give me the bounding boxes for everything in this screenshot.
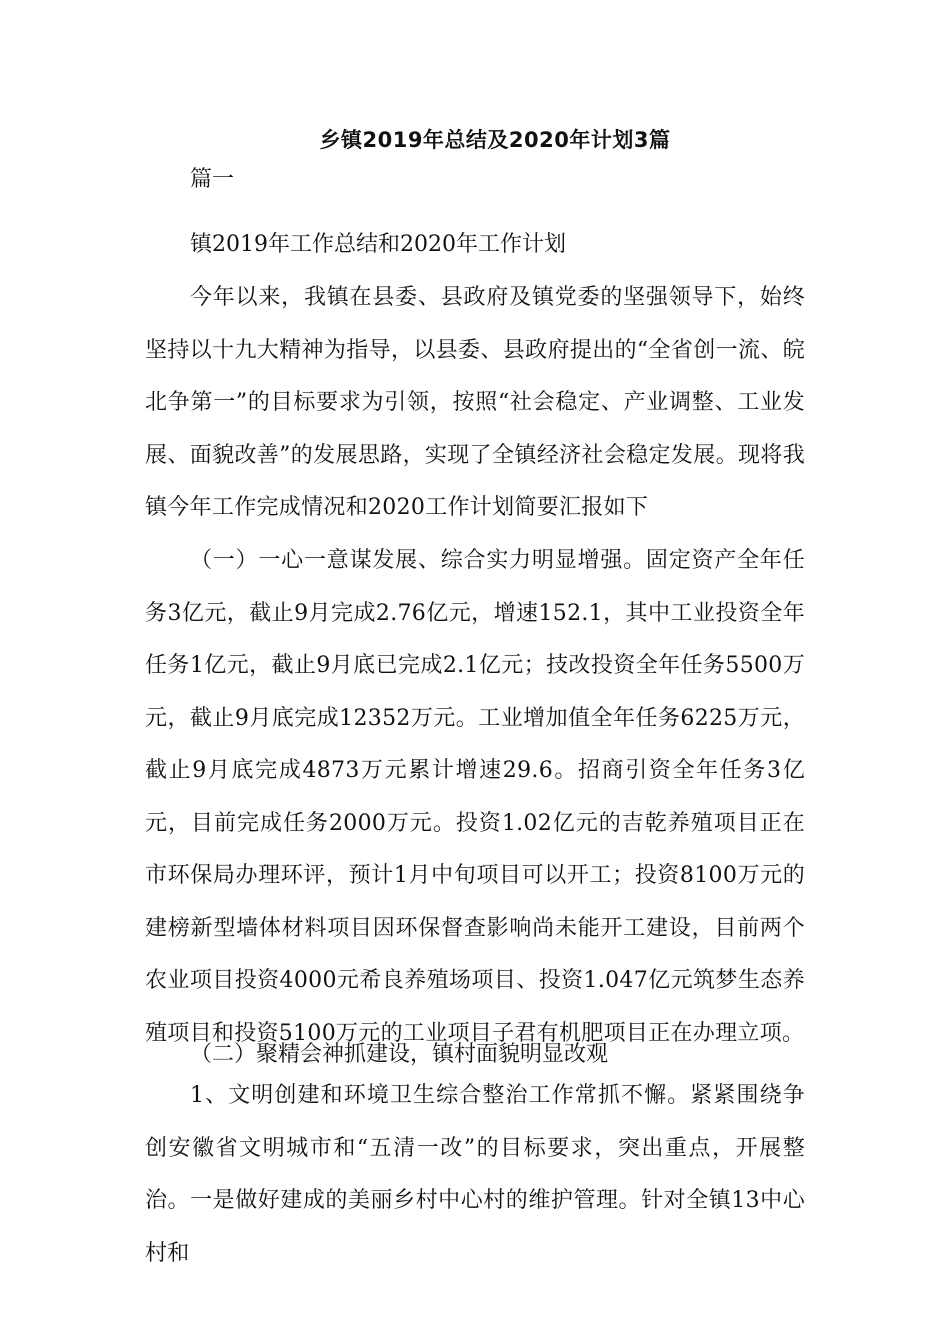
document-title: 乡镇2019年总结及2020年计划3篇 [319, 128, 671, 152]
part-label: 篇一 [190, 167, 235, 192]
document-subtitle: 镇2019年工作总结和2020年工作计划 [190, 232, 566, 257]
paragraph-intro: 今年以来，我镇在县委、县政府及镇党委的坚强领导下，始终坚持以十九大精神为指导，以县委、县政府提出的“全省创一流、皖北争第一”的目标要求为引领，按照“社会稳定、产业调整、工业发展、面貌改善”的发展思路，实现了全镇经济社会稳定发展。现将我镇今年工作完成情况和2020工作计划简要汇报如下 [145, 285, 805, 520]
paragraph-section-1: （一）一心一意谋发展、综合实力明显增强。固定资产全年任务3亿元，截止9月完成2.76亿元，增速152.1，其中工业投资全年任务1亿元，截止9月底已完成2.1亿元；技改投资全年任务5500万元，截止9月底完成12352万元。工业增加值全年任务6225万元，截止9月底完成4873万元累计增速29.6。招商引资全年任务3亿元，目前完成任务2000万元。投资1.02亿元的吉乾养殖项目正在市环保局办理环评，预计1月中旬项目可以开工；投资8100万元的建榜新型墙体材料项目因环保督查影响尚未能开工建设，目前两个农业项目投资4000元希良养殖场项目、投资1.047亿元筑梦生态养殖项目和投资5100万元的工业项目子君有机肥项目正在办理立项。 [145, 548, 805, 1046]
section-heading-2: （二）聚精会神抓建设，镇村面貌明显改观 [190, 1042, 609, 1067]
paragraph-item-1: 1、文明创建和环境卫生综合整治工作常抓不懈。紧紧围绕争创安徽省文明城市和“五清一改”的目标要求，突出重点，开展整治。一是做好建成的美丽乡村中心村的维护管理。针对全镇13中心村和 [145, 1083, 805, 1266]
